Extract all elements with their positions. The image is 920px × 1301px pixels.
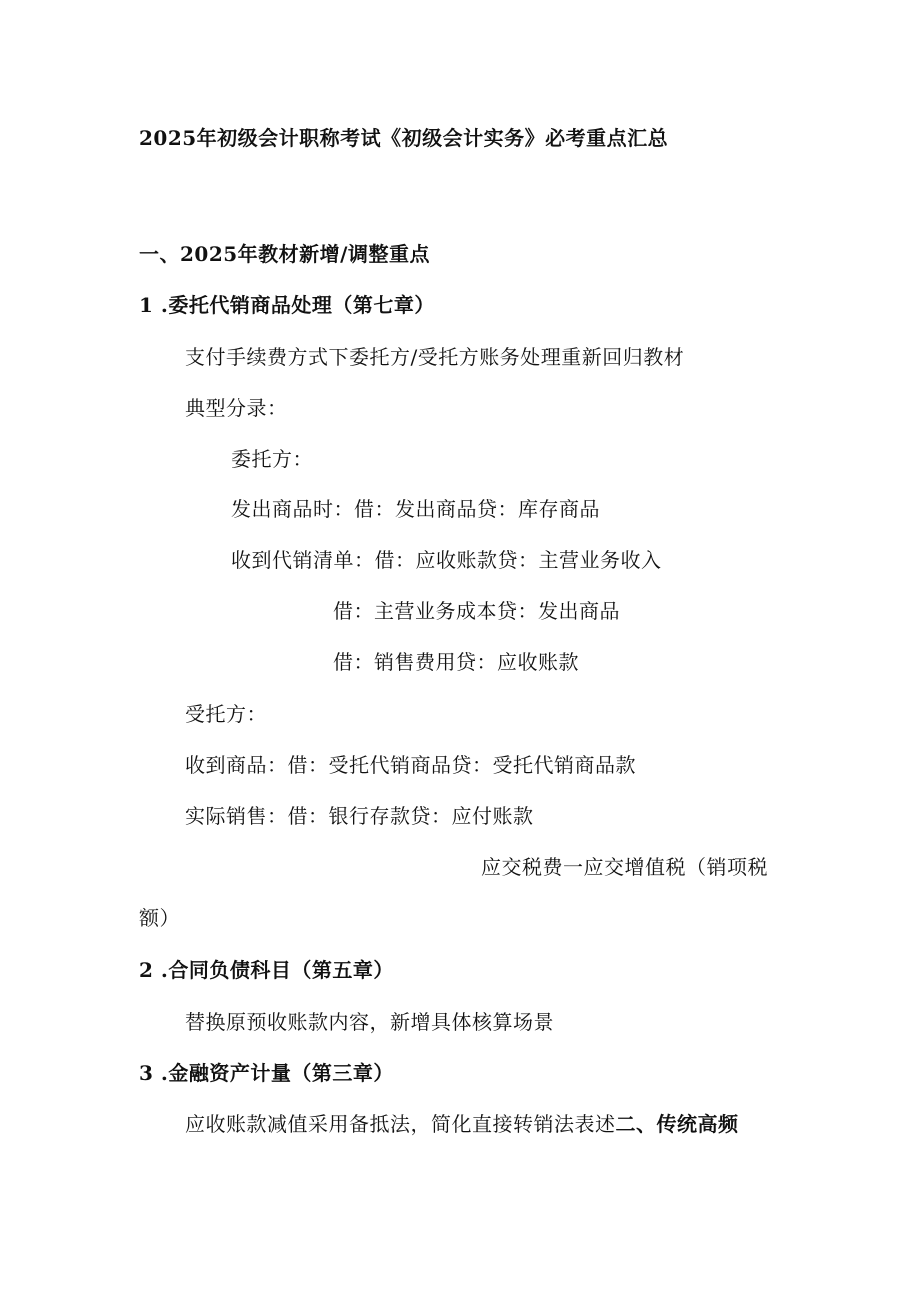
consignor-entry-4: 借：销售费用贷：应收账款: [333, 650, 579, 674]
item-heading-2: 2 .合同负债科目（第五章）: [139, 958, 394, 982]
item3-description: 应收账款减值采用备抵法，简化直接转销法表述: [185, 1112, 616, 1136]
item3-line: [185, 1111, 739, 1137]
consignor-entry-2: 收到代销清单：借：应收账款贷：主营业务收入: [231, 548, 662, 572]
document-title: 2025年初级会计职称考试《初级会计实务》必考重点汇总: [139, 126, 669, 150]
consignor-entry-1: 发出商品时：借：发出商品贷：库存商品: [231, 497, 600, 521]
entries-label: 典型分录：: [185, 396, 288, 420]
item1-description: 支付手续费方式下委托方/受托方账务处理重新回归教材: [185, 345, 685, 369]
consignor-entry-3: 借：主营业务成本贷：发出商品: [333, 599, 620, 623]
consignee-entry-3-continued: 额）: [139, 906, 180, 930]
item-heading-3: 3 .金融资产计量（第三章）: [139, 1061, 394, 1085]
item2-description: 替换原预收账款内容，新增具体核算场景: [185, 1010, 554, 1034]
consignee-entry-2: 实际销售：借：银行存款贷：应付账款: [185, 804, 534, 828]
section-heading-1: 一、2025年教材新增/调整重点: [139, 242, 430, 266]
item-heading-1: 1 .委托代销商品处理（第七章）: [139, 293, 435, 317]
section-heading-2: 二、传统高频: [615, 1112, 739, 1136]
consignee-entry-1: 收到商品：借：受托代销商品贷：受托代销商品款: [185, 753, 636, 777]
consignor-label: 委托方：: [231, 447, 313, 471]
consignee-entry-3: 应交税费一应交增值税（销项税: [481, 855, 768, 879]
consignee-label: 受托方：: [185, 702, 267, 726]
